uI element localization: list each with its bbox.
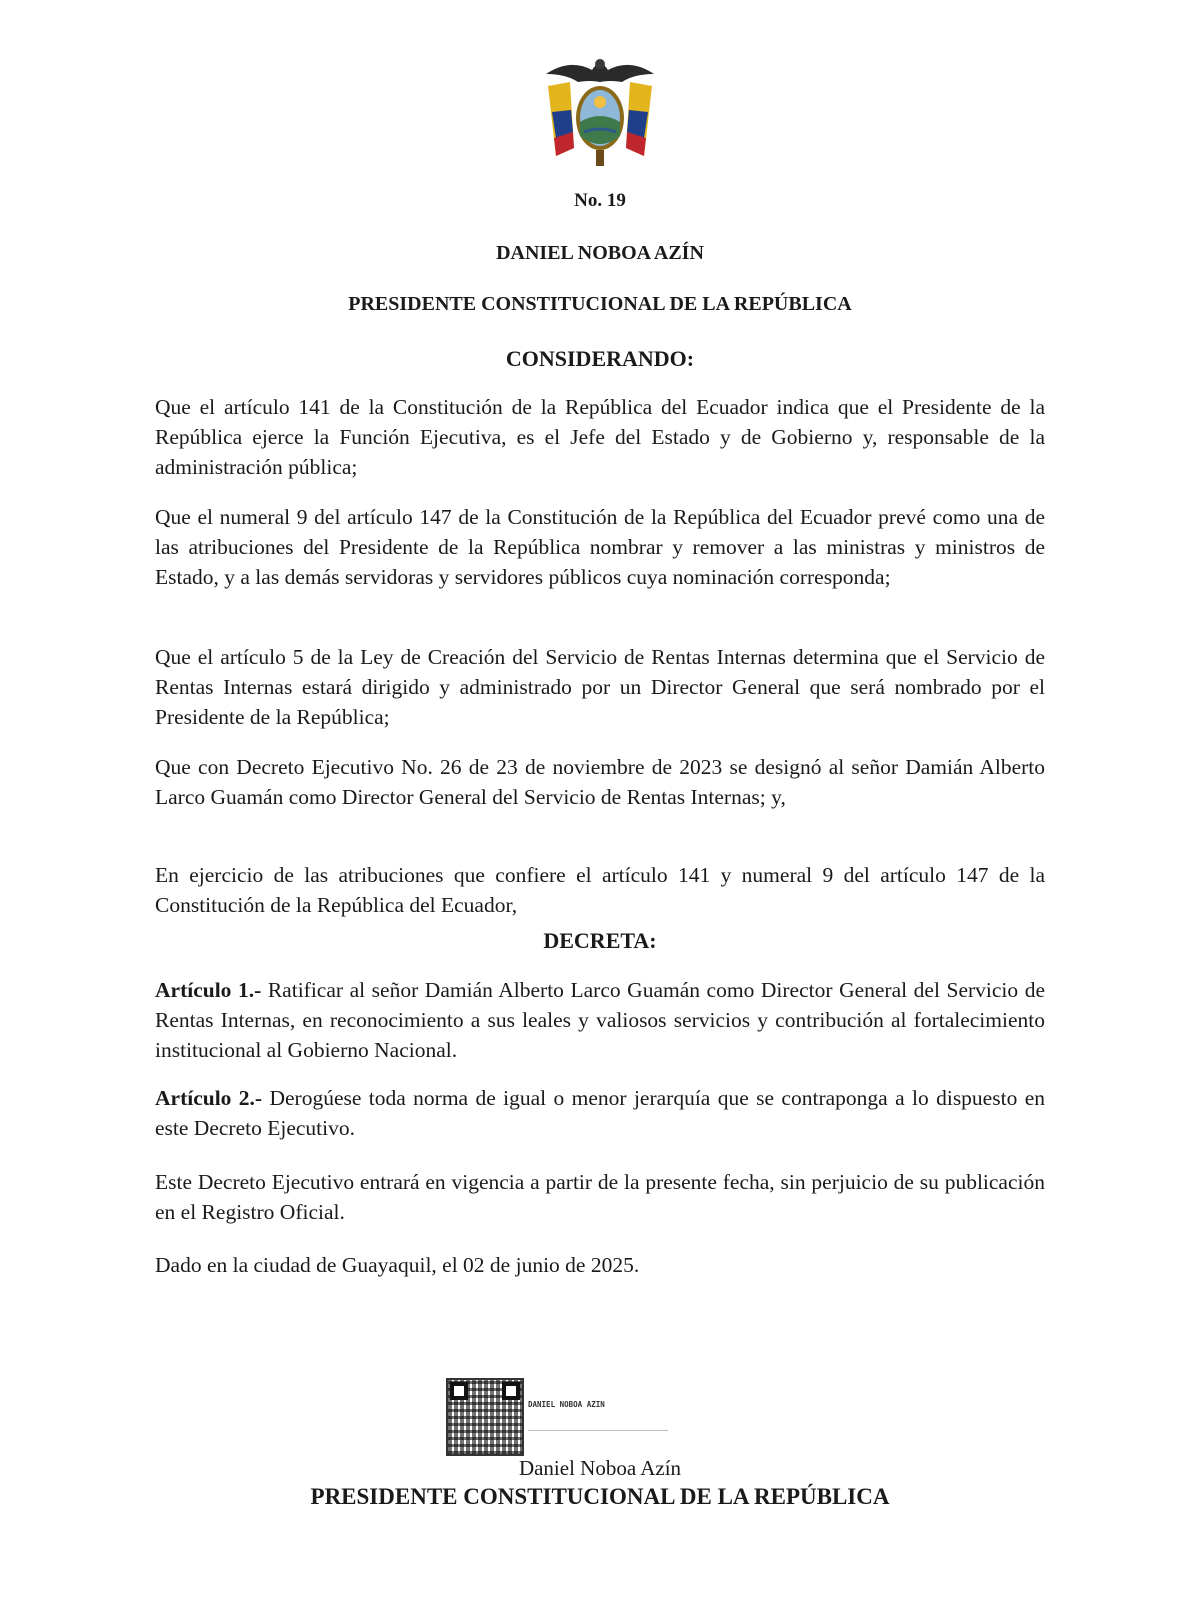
considerando-paragraph: Que el artículo 141 de la Constitución de la República del Ecuador indica que el Presidente de la República ejerce la Función Ejecutiva, es el Jefe del Estado y de Gobierno y, responsable de la administración pública; [155,395,1045,479]
decreta-heading: DECRETA: [543,928,657,953]
vigencia-paragraph: Este Decreto Ejecutivo entrará en vigencia a partir de la presente fecha, sin perjuicio de su publicación en el Registro Oficial. [155,1170,1045,1224]
considerando-heading: CONSIDERANDO: [505,346,695,371]
president-name: DANIEL NOBOA AZÍN [496,242,704,264]
article-1-text: Ratificar al señor Damián Alberto Larco Guamán como Director General del Servicio de Rentas Internas, en reconocimiento a sus leales y valiosos servicios y contribución al fortalecimiento institucional al Gobierno Nacional. [155,978,1045,1062]
dado-paragraph: Dado en la ciudad de Guayaquil, el 02 de junio de 2025. [155,1253,640,1277]
article-2-label: Artículo 2.- [155,1086,263,1110]
signer-name: Daniel Noboa Azín [518,1456,682,1480]
signer-title: PRESIDENTE CONSTITUCIONAL DE LA REPÚBLICA [310,1484,890,1509]
considerando-paragraph: Que el artículo 5 de la Ley de Creación del Servicio de Rentas Internas determina que el Servicio de Rentas Internas estará dirigido y administrado por un Director General que será nombrado por el Presidente de la República; [155,645,1045,729]
signature-divider [528,1430,668,1431]
article-1-label: Artículo 1.- [155,978,262,1002]
considerando-paragraph: Que con Decreto Ejecutivo No. 26 de 23 de noviembre de 2023 se designó al señor Damián Alberto Larco Guamán como Director General del Servicio de Rentas Internas; y, [155,755,1045,809]
decree-number: No. 19 [574,190,626,211]
article-2-text: Derogúese toda norma de igual o menor jerarquía que se contraponga a lo dispuesto en este Decreto Ejecutivo. [155,1086,1045,1140]
article-2 [155,1083,1045,1143]
article-1 [155,975,1045,1065]
electronic-signature-stamp [446,1378,686,1458]
president-title: PRESIDENTE CONSTITUCIONAL DE LA REPÚBLICA [348,293,852,315]
considerando-paragraph: Que el numeral 9 del artículo 147 de la Constitución de la República del Ecuador prevé como una de las atribuciones del Presidente de la República nombrar y remover a las ministras y ministros de Estado, y a las demás servidoras y servidores públicos cuya nominación corresponda; [155,505,1045,589]
signature-stamp-text: DANIEL NOBOA AZIN [528,1400,605,1409]
considerando-paragraph: En ejercicio de las atribuciones que confiere el artículo 141 y numeral 9 del artículo 147 de la Constitución de la República del Ecuador, [155,863,1045,917]
qr-code-icon [446,1378,524,1456]
ecuador-coat-of-arms-icon [540,52,660,170]
